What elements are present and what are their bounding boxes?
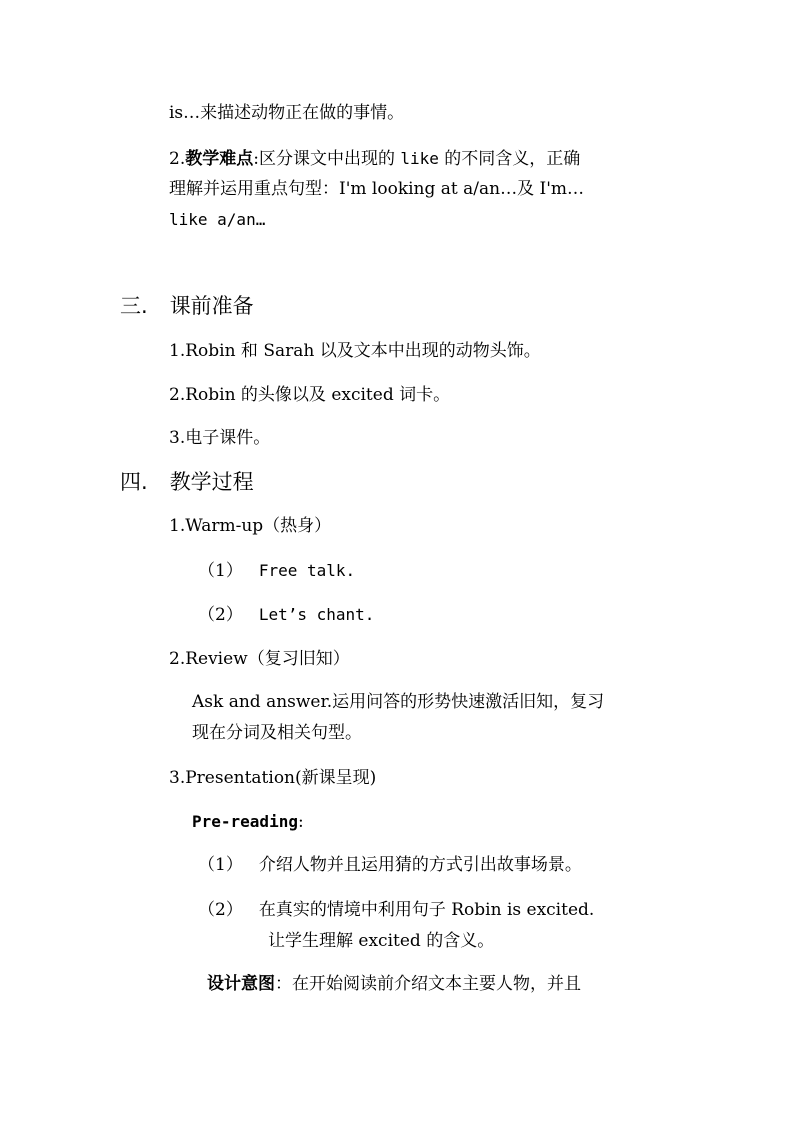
list-item <box>169 340 541 362</box>
pre-item-2: 在真实的情境中利用句子 Robin is excited. <box>258 900 595 920</box>
list-item <box>169 427 270 449</box>
warmup-item-2: Let’s chant. <box>258 605 375 624</box>
keyword-like: like <box>400 149 439 168</box>
prereading-heading <box>192 811 304 833</box>
presentation-heading <box>169 767 376 789</box>
review-desc-line-1 <box>192 691 604 713</box>
warmup-text: 1.Warm-up（热身） <box>169 516 332 536</box>
item-number: （1） <box>198 561 243 581</box>
section-heading-3 <box>120 293 254 319</box>
review-text: 2.Review（复习旧知） <box>169 649 350 669</box>
design-intent-line <box>207 973 581 995</box>
teaching-difficulty-text-b: 的不同含义，正确 <box>438 149 581 169</box>
warmup-item-1: Free talk. <box>258 561 356 580</box>
review-heading <box>169 648 350 670</box>
section-title: 教学过程 <box>169 470 254 494</box>
section-number: 四. <box>120 470 148 494</box>
list-item <box>198 560 355 582</box>
body-line-1-text: is…来描述动物正在做的事情。 <box>169 103 405 123</box>
prereading-label: Pre-reading <box>192 812 298 831</box>
list-item-continuation <box>268 930 494 952</box>
review-desc-line-2 <box>192 722 362 744</box>
presentation-text: 3.Presentation(新课呈现) <box>169 768 377 788</box>
teaching-difficulty-text-a: :区分课文中出现的 <box>253 149 401 169</box>
item-number: （2） <box>198 900 243 920</box>
section-number: 三. <box>120 294 148 318</box>
item-number: （1） <box>198 855 243 875</box>
teaching-difficulty-line <box>169 148 580 170</box>
design-intent-text: ：在开始阅读前介绍文本主要人物，并且 <box>275 974 581 994</box>
key-sentence-line <box>169 178 584 200</box>
pre-item-1: 介绍人物并且运用猜的方式引出故事场景。 <box>258 855 582 875</box>
pre-item-2-cont: 让学生理解 excited 的含义。 <box>268 931 495 951</box>
list-item <box>198 604 374 626</box>
teaching-difficulty-label: 教学难点 <box>185 149 254 169</box>
item-number: 2. <box>169 149 186 169</box>
prep-item-3: 3.电子课件。 <box>169 428 271 448</box>
key-sentence-line-2 <box>169 209 265 231</box>
item-number: （2） <box>198 605 243 625</box>
section-heading-4 <box>120 469 254 495</box>
list-item <box>169 384 450 406</box>
section-title: 课前准备 <box>169 294 254 318</box>
prereading-colon: : <box>297 812 304 832</box>
list-item <box>198 899 594 921</box>
review-desc-2: 现在分词及相关句型。 <box>192 723 362 743</box>
key-sentence-text-2: like a/an… <box>169 210 266 229</box>
prep-item-1: 1.Robin 和 Sarah 以及文本中出现的动物头饰。 <box>169 341 541 361</box>
list-item <box>198 854 582 876</box>
warmup-heading <box>169 515 331 537</box>
body-line-1 <box>169 102 404 124</box>
key-sentence-text: 理解并运用重点句型：I'm looking at a/an…及 I'm… <box>169 179 585 199</box>
review-desc-1: Ask and answer.运用问答的形势快速激活旧知，复习 <box>192 692 605 712</box>
prep-item-2: 2.Robin 的头像以及 excited 词卡。 <box>169 385 451 405</box>
design-intent-label: 设计意图 <box>207 974 275 994</box>
